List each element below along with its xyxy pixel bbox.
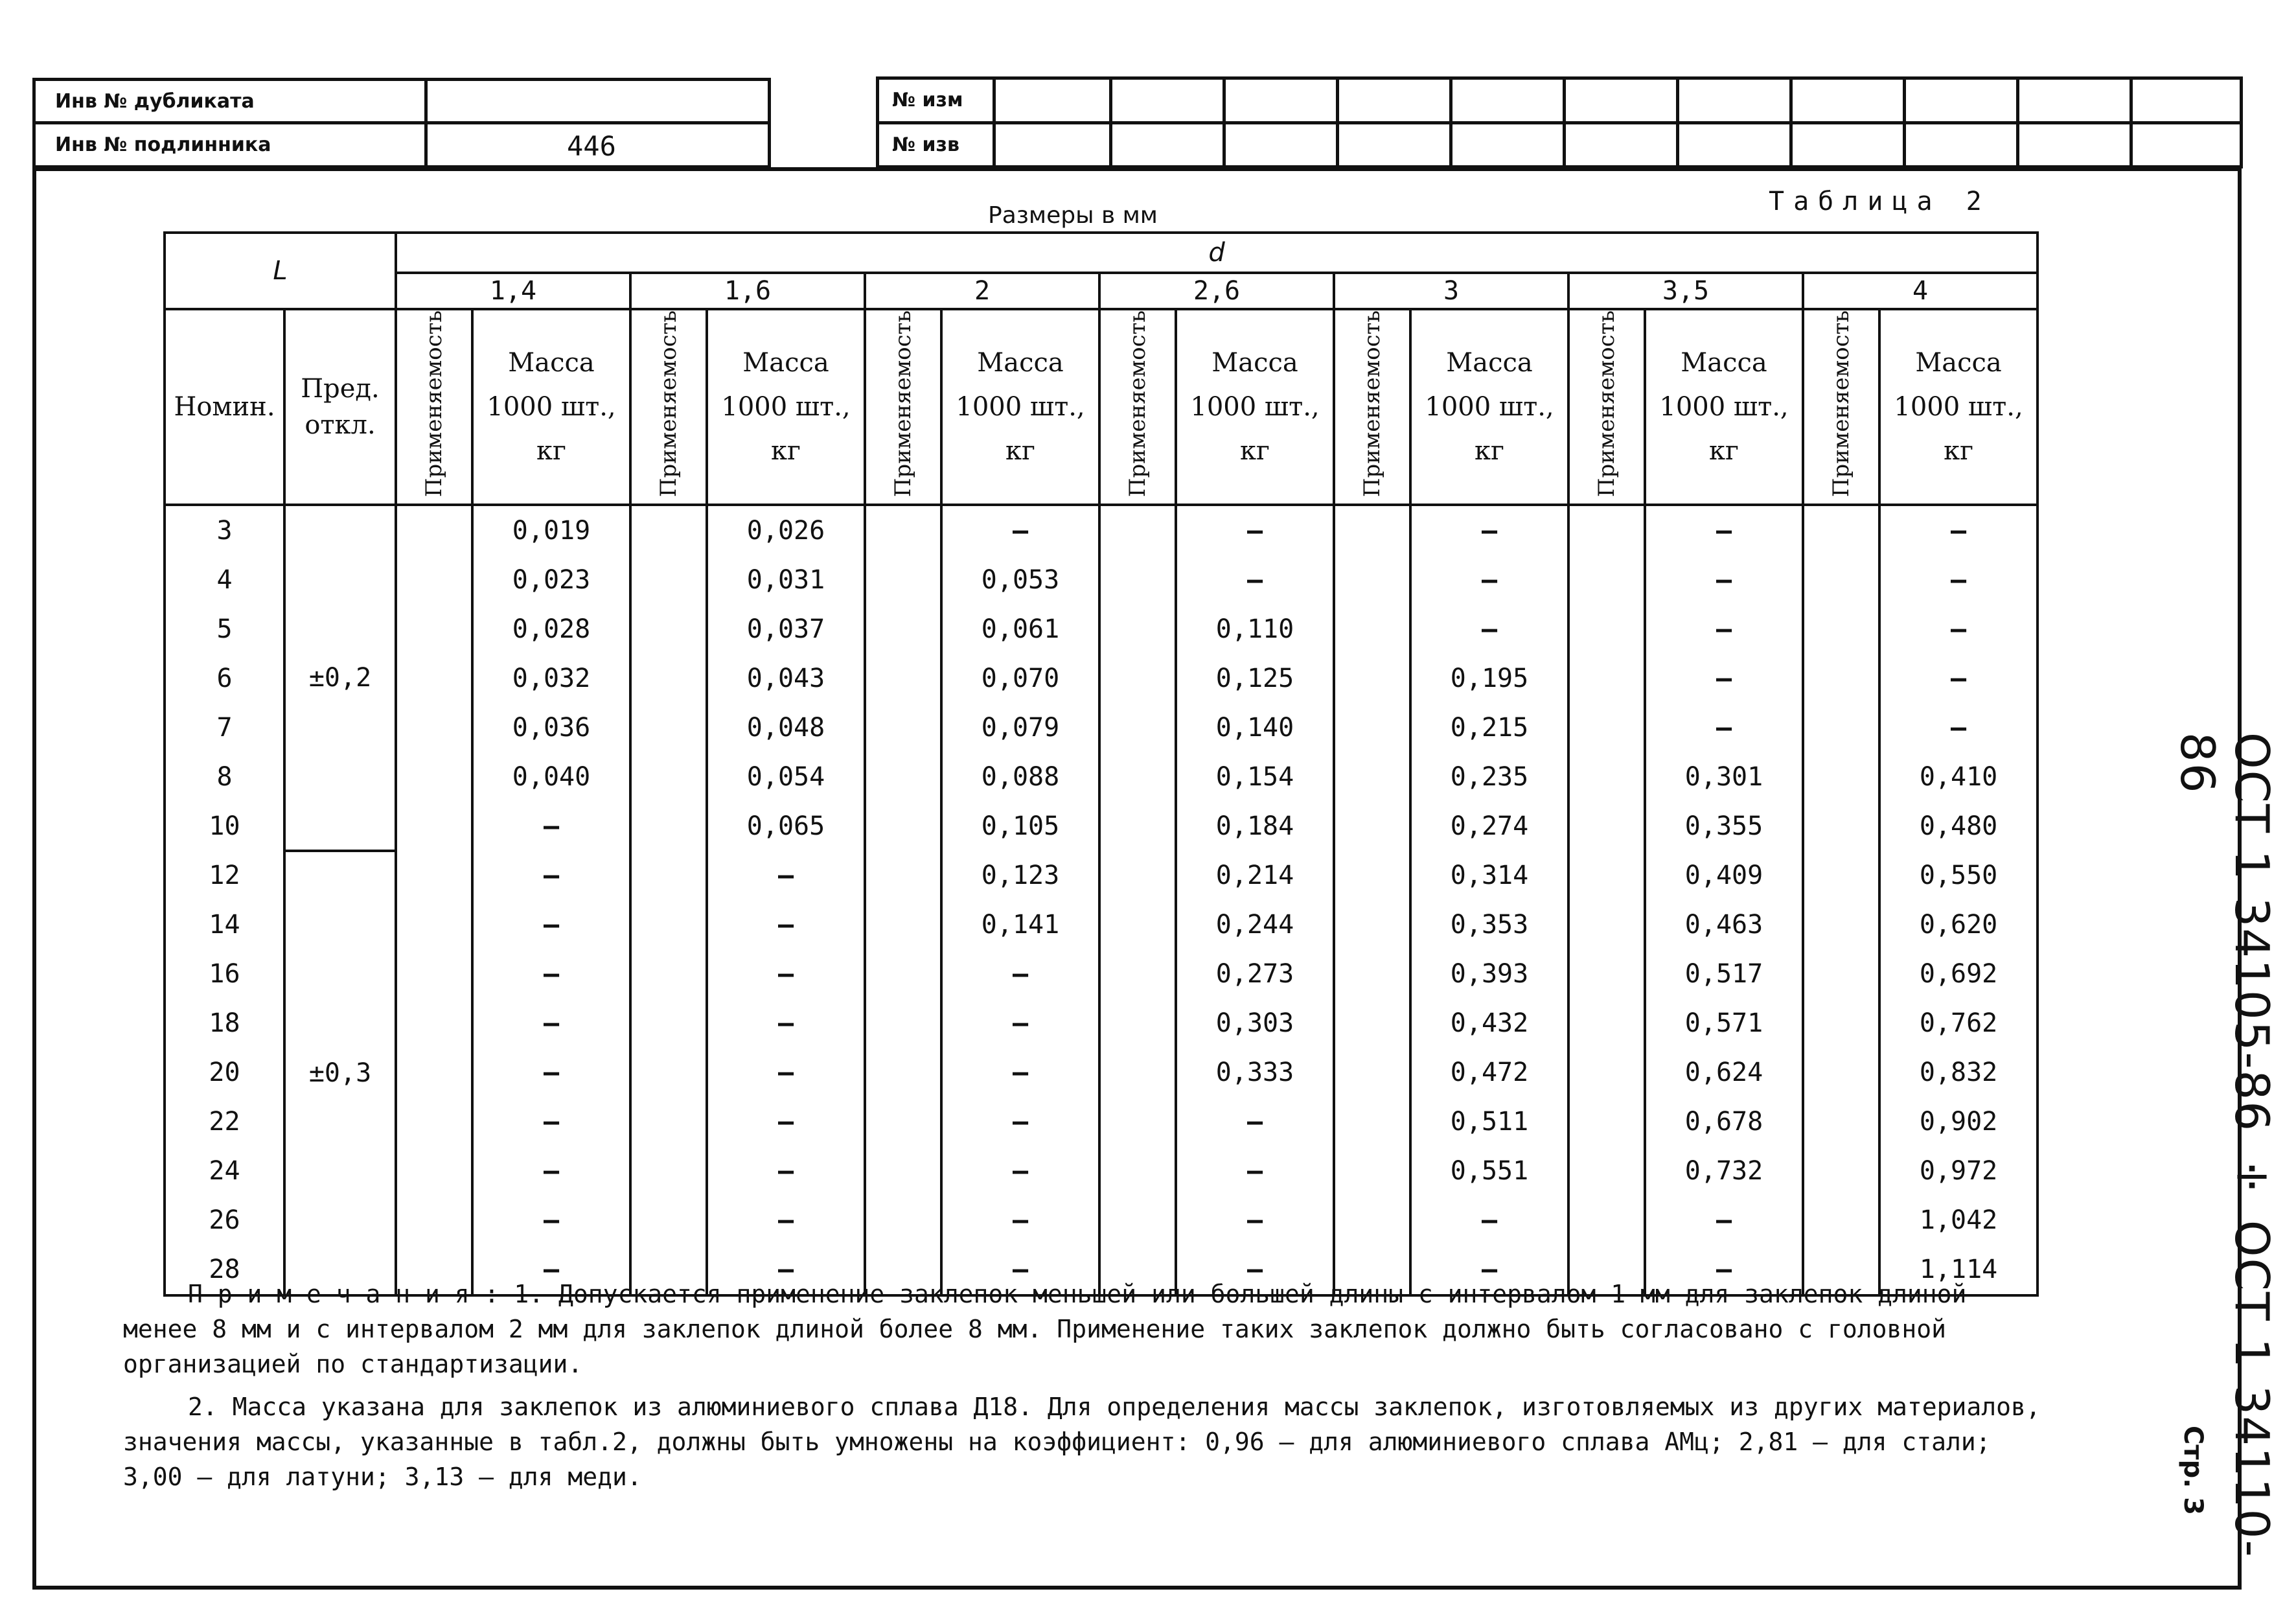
applicability-cell [396,555,472,605]
header-mass: Масса 1000 шт., кг [1176,309,1334,505]
header-mass: Масса 1000 шт., кг [941,309,1099,505]
applicability-cell [630,949,707,999]
applicability-cell [630,900,707,949]
applicability-cell [1568,703,1645,752]
units-caption: Размеры в мм [988,202,1158,229]
mass-cell: 0,031 [707,555,865,605]
mass-cell: 0,088 [941,752,1099,802]
mass-cell: – [707,1048,865,1097]
rivet-mass-table [163,231,2039,1297]
applicability-cell [1568,1048,1645,1097]
mass-cell: 1,042 [1879,1196,2038,1245]
mass-cell: 0,053 [941,555,1099,605]
applicability-cell [630,1146,707,1196]
izv-label: № изв [892,133,959,156]
applicability-cell [396,605,472,654]
applicability-cell [1099,851,1176,900]
mass-cell: – [707,851,865,900]
applicability-cell [1568,505,1645,555]
length-cell: 6 [165,654,284,703]
mass-cell: – [472,802,630,851]
table-row [165,802,2038,851]
mass-cell: 0,154 [1176,752,1334,802]
mass-cell: 0,972 [1879,1146,2038,1196]
applicability-cell [1568,1196,1645,1245]
applicability-cell [1803,555,1879,605]
header-applicability: Применяемость [1359,310,1386,498]
mass-cell: 0,061 [941,605,1099,654]
applicability-cell [1803,1146,1879,1196]
mass-cell: 0,620 [1879,900,2038,949]
mass-cell: 0,463 [1645,900,1803,949]
mass-cell: – [941,999,1099,1048]
applicability-cell [396,851,472,900]
applicability-cell [1568,752,1645,802]
applicability-cell [1099,555,1176,605]
header-applicability: Применяемость [1828,310,1855,498]
applicability-cell [1099,1097,1176,1146]
mass-cell: – [1176,1146,1334,1196]
mass-cell: 0,026 [707,505,865,555]
applicability-cell [1568,654,1645,703]
mass-cell: 0,070 [941,654,1099,703]
mass-cell: – [472,851,630,900]
header-mass: Масса 1000 шт., кг [1410,309,1568,505]
applicability-cell [865,752,941,802]
applicability-cell [1803,949,1879,999]
applicability-cell [1803,1048,1879,1097]
mass-cell: – [941,949,1099,999]
applicability-cell [1334,703,1410,752]
notes [123,1277,2054,1502]
table-row [165,505,2038,555]
mass-cell: 0,314 [1410,851,1568,900]
applicability-cell [1803,1196,1879,1245]
applicability-cell [1334,555,1410,605]
mass-cell: 0,762 [1879,999,2038,1048]
mass-cell: – [472,1146,630,1196]
length-cell: 10 [165,802,284,851]
applicability-cell [630,802,707,851]
header-mass: Масса 1000 шт., кг [472,309,630,505]
table-row [165,1097,2038,1146]
applicability-cell [865,555,941,605]
applicability-cell [630,999,707,1048]
length-cell: 7 [165,703,284,752]
mass-cell: 0,043 [707,654,865,703]
mass-cell: – [472,999,630,1048]
mass-cell: – [1410,605,1568,654]
mass-cell: – [941,1097,1099,1146]
mass-cell: – [941,1196,1099,1245]
applicability-cell [865,1097,941,1146]
mass-cell: 0,032 [472,654,630,703]
header-tolerance: Пред. откл. [284,309,396,505]
mass-cell: – [941,1146,1099,1196]
mass-cell: – [1176,555,1334,605]
mass-cell: 0,511 [1410,1097,1568,1146]
d-value: 4 [1803,273,2038,309]
applicability-cell [1568,555,1645,605]
applicability-cell [630,703,707,752]
applicability-cell [396,505,472,555]
applicability-cell [396,900,472,949]
mass-cell: 0,732 [1645,1146,1803,1196]
mass-cell: 0,409 [1645,851,1803,900]
table-row [165,949,2038,999]
applicability-cell [630,505,707,555]
mass-cell: – [1176,1196,1334,1245]
applicability-cell [396,802,472,851]
applicability-cell [1334,605,1410,654]
page-number: Стр. 3 [2178,1426,2208,1516]
applicability-cell [1334,802,1410,851]
applicability-cell [1099,703,1176,752]
mass-cell: – [1645,654,1803,703]
d-value: 2,6 [1099,273,1334,309]
applicability-cell [1568,802,1645,851]
applicability-cell [396,999,472,1048]
table-row [165,1048,2038,1097]
applicability-cell [396,752,472,802]
header-nominal: Номин. [165,309,284,505]
tolerance-cell: ±0,2 [284,505,396,851]
mass-cell: 0,678 [1645,1097,1803,1146]
applicability-cell [630,654,707,703]
header-mass: Масса 1000 шт., кг [707,309,865,505]
applicability-cell [396,1196,472,1245]
applicability-cell [1803,703,1879,752]
mass-cell: 0,274 [1410,802,1568,851]
applicability-cell [630,1048,707,1097]
table-row [165,1196,2038,1245]
mass-cell: 0,048 [707,703,865,752]
applicability-cell [1803,505,1879,555]
mass-cell: 0,244 [1176,900,1334,949]
mass-cell: 0,123 [941,851,1099,900]
mass-cell: – [1410,555,1568,605]
applicability-cell [1099,505,1176,555]
d-value: 3 [1334,273,1568,309]
table-row [165,654,2038,703]
mass-cell: – [707,1146,865,1196]
mass-cell: 0,125 [1176,654,1334,703]
applicability-cell [630,1097,707,1146]
inv-dup-label: Инв № дубликата [55,89,255,113]
applicability-cell [1803,752,1879,802]
note-1: П р и м е ч а н и я : 1. Допускается применение заклепок меньшей или большей длины с интервалом 1 мм для заклепок длиной менее 8 мм и с интервалом 2 мм для заклепок длиной более 8 мм. Применение таких заклепок должно быть согласовано с головной организацией по стандартизации. [123,1280,1967,1378]
applicability-cell [1334,1048,1410,1097]
applicability-cell [1803,654,1879,703]
mass-cell: 0,235 [1410,752,1568,802]
mass-cell: – [472,949,630,999]
inventory-box [32,78,771,168]
applicability-cell [1334,654,1410,703]
mass-cell: – [472,1097,630,1146]
applicability-cell [1334,505,1410,555]
applicability-cell [396,1048,472,1097]
mass-cell: – [472,1245,630,1295]
mass-cell: 0,215 [1410,703,1568,752]
length-cell: 20 [165,1048,284,1097]
applicability-cell [1099,1146,1176,1196]
column-header-row [165,309,2038,505]
applicability-cell [1099,999,1176,1048]
mass-cell: 0,273 [1176,949,1334,999]
applicability-cell [630,555,707,605]
table-row [165,999,2038,1048]
mass-cell: 0,333 [1176,1048,1334,1097]
table-row [165,555,2038,605]
applicability-cell [1334,949,1410,999]
applicability-cell [1099,802,1176,851]
izm-label: № изм [892,88,963,111]
mass-cell: 0,037 [707,605,865,654]
mass-cell: – [1879,654,2038,703]
length-cell: 18 [165,999,284,1048]
length-cell: 14 [165,900,284,949]
mass-cell: 0,571 [1645,999,1803,1048]
applicability-cell [865,605,941,654]
mass-cell: – [1645,505,1803,555]
applicability-cell [1803,1097,1879,1146]
mass-cell: 0,110 [1176,605,1334,654]
d-value: 1,6 [630,273,865,309]
length-cell: 12 [165,851,284,900]
table-row [165,703,2038,752]
mass-cell: – [1410,505,1568,555]
mass-cell: 0,303 [1176,999,1334,1048]
applicability-cell [1334,999,1410,1048]
applicability-cell [1334,1146,1410,1196]
mass-cell: 0,036 [472,703,630,752]
mass-cell: 0,065 [707,802,865,851]
mass-cell: – [707,1196,865,1245]
mass-cell: 0,105 [941,802,1099,851]
mass-cell: 0,551 [1410,1146,1568,1196]
applicability-cell [865,1146,941,1196]
header-applicability: Применяемость [656,310,682,498]
mass-cell: – [941,505,1099,555]
applicability-cell [865,949,941,999]
applicability-cell [1568,1146,1645,1196]
applicability-cell [1803,900,1879,949]
applicability-cell [1099,1196,1176,1245]
applicability-cell [865,851,941,900]
applicability-cell [1334,1097,1410,1146]
length-cell: 4 [165,555,284,605]
mass-cell: – [472,1048,630,1097]
applicability-cell [1334,1196,1410,1245]
applicability-cell [630,1196,707,1245]
standard-number: ОСТ 1 34105-86 ÷ ОСТ 1 34110-86 [2170,732,2279,1558]
table-row [165,851,2038,900]
length-cell: 5 [165,605,284,654]
applicability-cell [1568,851,1645,900]
header-mass: Масса 1000 шт., кг [1645,309,1803,505]
mass-cell: 1,114 [1879,1245,2038,1295]
header-mass: Масса 1000 шт., кг [1879,309,2038,505]
length-cell: 26 [165,1196,284,1245]
mass-cell: – [941,1048,1099,1097]
table-row [165,900,2038,949]
applicability-cell [1803,802,1879,851]
mass-cell: 0,624 [1645,1048,1803,1097]
mass-cell: 0,195 [1410,654,1568,703]
applicability-cell [1099,1048,1176,1097]
mass-cell: – [1879,605,2038,654]
applicability-cell [1334,900,1410,949]
applicability-cell [396,1097,472,1146]
revision-box [876,76,2243,168]
note-2: 2. Масса указана для заклепок из алюминиевого сплава Д18. Для определения массы заклепок, изготовляемых из других материалов, значения массы, указанные в табл.2, должны быть умножены на коэффициент: 0,96 – для алюминиевого сплава АМц; 2,81 – для стали; 3,00 – для латуни; 3,13 – для меди. [123,1393,2041,1491]
applicability-cell [865,802,941,851]
mass-cell: 0,902 [1879,1097,2038,1146]
applicability-cell [396,1146,472,1196]
applicability-cell [865,1196,941,1245]
mass-cell: – [707,900,865,949]
length-cell: 16 [165,949,284,999]
header-applicability: Применяемость [1594,310,1620,498]
applicability-cell [1099,654,1176,703]
mass-cell: 0,214 [1176,851,1334,900]
mass-cell: – [1645,1196,1803,1245]
inv-orig-value: 446 [567,130,616,162]
mass-cell: – [1176,1097,1334,1146]
d-value: 3,5 [1568,273,1803,309]
mass-cell: 0,550 [1879,851,2038,900]
mass-cell: – [1645,605,1803,654]
mass-cell: 0,141 [941,900,1099,949]
applicability-cell [1568,605,1645,654]
d-value: 2 [865,273,1099,309]
applicability-cell [1334,752,1410,802]
mass-cell: – [1645,555,1803,605]
mass-cell: 0,480 [1879,802,2038,851]
mass-cell: – [707,1097,865,1146]
applicability-cell [865,703,941,752]
mass-cell: 0,079 [941,703,1099,752]
applicability-cell [1099,900,1176,949]
table-title: Таблица 2 [1769,187,1991,216]
applicability-cell [1334,851,1410,900]
table-row [165,1146,2038,1196]
applicability-cell [396,703,472,752]
applicability-cell [1099,752,1176,802]
mass-cell: 0,472 [1410,1048,1568,1097]
mass-cell: 0,692 [1879,949,2038,999]
mass-cell: 0,432 [1410,999,1568,1048]
applicability-cell [1803,999,1879,1048]
mass-cell: 0,832 [1879,1048,2038,1097]
mass-cell: 0,184 [1176,802,1334,851]
mass-cell: 0,355 [1645,802,1803,851]
length-cell: 24 [165,1146,284,1196]
applicability-cell [865,654,941,703]
length-cell: 8 [165,752,284,802]
mass-cell: 0,040 [472,752,630,802]
mass-cell: – [1176,1245,1334,1295]
mass-cell: – [1645,1245,1803,1295]
applicability-cell [865,505,941,555]
header-applicability: Применяемость [1125,310,1151,498]
mass-cell: – [1410,1196,1568,1245]
applicability-cell [1568,949,1645,999]
table-row [165,605,2038,654]
length-cell: 28 [165,1245,284,1295]
mass-cell: 0,517 [1645,949,1803,999]
applicability-cell [1568,999,1645,1048]
applicability-cell [630,851,707,900]
mass-cell: 0,023 [472,555,630,605]
length-cell: 3 [165,505,284,555]
d-value: 1,4 [396,273,630,309]
header-applicability: Применяемость [421,310,448,498]
applicability-cell [1803,605,1879,654]
mass-cell: 0,019 [472,505,630,555]
length-cell: 22 [165,1097,284,1146]
mass-cell: – [472,900,630,949]
mass-cell: – [1176,505,1334,555]
applicability-cell [1099,949,1176,999]
mass-cell: 0,140 [1176,703,1334,752]
applicability-cell [865,900,941,949]
mass-cell: 0,028 [472,605,630,654]
mass-cell: – [1410,1245,1568,1295]
mass-cell: 0,353 [1410,900,1568,949]
mass-cell: – [1645,703,1803,752]
table-row [165,752,2038,802]
applicability-cell [1568,900,1645,949]
inv-orig-label: Инв № подлинника [55,133,271,156]
mass-cell: 0,054 [707,752,865,802]
mass-cell: 0,393 [1410,949,1568,999]
applicability-cell [1099,605,1176,654]
mass-cell: – [1879,703,2038,752]
header-d: d [396,233,2038,273]
applicability-cell [396,949,472,999]
applicability-cell [396,654,472,703]
mass-cell: – [1879,555,2038,605]
header-L: L [165,233,396,309]
applicability-cell [630,752,707,802]
applicability-cell [1803,851,1879,900]
mass-cell: – [941,1245,1099,1295]
mass-cell: 0,410 [1879,752,2038,802]
mass-cell: – [707,1245,865,1295]
header-applicability: Применяемость [890,310,917,498]
applicability-cell [865,999,941,1048]
applicability-cell [1568,1097,1645,1146]
tolerance-cell: ±0,3 [284,851,396,1295]
mass-cell: – [1879,505,2038,555]
mass-cell: – [472,1196,630,1245]
applicability-cell [630,605,707,654]
mass-cell: – [707,999,865,1048]
applicability-cell [865,1048,941,1097]
mass-cell: – [707,949,865,999]
mass-cell: 0,301 [1645,752,1803,802]
